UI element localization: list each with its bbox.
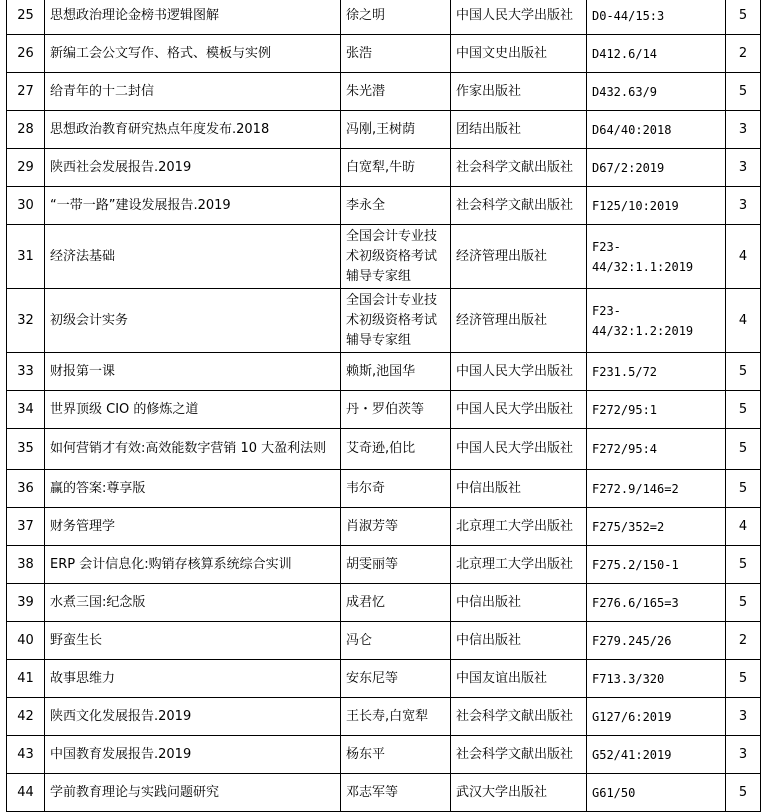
book-list-table xyxy=(6,0,761,812)
book-title: 故事思维力 xyxy=(45,660,341,698)
book-publisher: 中信出版社 xyxy=(451,584,587,622)
table-row xyxy=(7,698,761,736)
table-row xyxy=(7,429,761,470)
book-author: 冯仑 xyxy=(341,622,451,660)
book-author: 邓志军等 xyxy=(341,774,451,812)
book-quantity: 3 xyxy=(726,111,761,149)
book-quantity: 4 xyxy=(726,289,761,353)
book-title: 财报第一课 xyxy=(45,353,341,391)
book-call-number: F23-44/32:1.1:2019 xyxy=(587,225,726,289)
table-row xyxy=(7,149,761,187)
book-call-number: F231.5/72 xyxy=(587,353,726,391)
book-publisher: 社会科学文献出版社 xyxy=(451,698,587,736)
row-number: 40 xyxy=(7,622,45,660)
book-author: 肖淑芳等 xyxy=(341,508,451,546)
book-title: 初级会计实务 xyxy=(45,289,341,353)
table-row xyxy=(7,622,761,660)
book-quantity: 5 xyxy=(726,660,761,698)
book-title: 新编工会公文写作、格式、模板与实例 xyxy=(45,35,341,73)
book-author: 韦尔奇 xyxy=(341,470,451,508)
book-title: 中国教育发展报告.2019 xyxy=(45,736,341,774)
book-quantity: 5 xyxy=(726,391,761,429)
book-call-number: G127/6:2019 xyxy=(587,698,726,736)
book-author: 胡雯丽等 xyxy=(341,546,451,584)
book-quantity: 5 xyxy=(726,73,761,111)
book-call-number: D0-44/15:3 xyxy=(587,0,726,35)
book-publisher: 中国人民大学出版社 xyxy=(451,0,587,35)
book-title: 世界顶级 CIO 的修炼之道 xyxy=(45,391,341,429)
book-quantity: 5 xyxy=(726,0,761,35)
book-call-number: F272.9/146=2 xyxy=(587,470,726,508)
row-number: 37 xyxy=(7,508,45,546)
book-publisher: 经济管理出版社 xyxy=(451,225,587,289)
book-title: 学前教育理论与实践问题研究 xyxy=(45,774,341,812)
row-number: 39 xyxy=(7,584,45,622)
book-call-number: F279.245/26 xyxy=(587,622,726,660)
book-author: 白宽犁,牛昉 xyxy=(341,149,451,187)
book-author: 朱光潜 xyxy=(341,73,451,111)
book-author: 徐之明 xyxy=(341,0,451,35)
book-title: 经济法基础 xyxy=(45,225,341,289)
book-publisher: 社会科学文献出版社 xyxy=(451,736,587,774)
row-number: 25 xyxy=(7,0,45,35)
book-author: 冯刚,王树荫 xyxy=(341,111,451,149)
book-title: 财务管理学 xyxy=(45,508,341,546)
row-number: 38 xyxy=(7,546,45,584)
book-publisher: 中国人民大学出版社 xyxy=(451,353,587,391)
table-row xyxy=(7,736,761,774)
book-call-number: D432.63/9 xyxy=(587,73,726,111)
book-call-number: G61/50 xyxy=(587,774,726,812)
book-call-number: F272/95:4 xyxy=(587,429,726,470)
row-number: 35 xyxy=(7,429,45,470)
row-number: 44 xyxy=(7,774,45,812)
book-author: 安东尼等 xyxy=(341,660,451,698)
book-author: 王长寿,白宽犁 xyxy=(341,698,451,736)
book-publisher: 武汉大学出版社 xyxy=(451,774,587,812)
row-number: 33 xyxy=(7,353,45,391)
book-call-number: F275.2/150-1 xyxy=(587,546,726,584)
book-author: 全国会计专业技术初级资格考试辅导专家组 xyxy=(341,225,451,289)
book-author: 全国会计专业技术初级资格考试辅导专家组 xyxy=(341,289,451,353)
book-title: ERP 会计信息化:购销存核算系统综合实训 xyxy=(45,546,341,584)
table-row xyxy=(7,225,761,289)
row-number: 36 xyxy=(7,470,45,508)
row-number: 29 xyxy=(7,149,45,187)
book-publisher: 团结出版社 xyxy=(451,111,587,149)
row-number: 34 xyxy=(7,391,45,429)
book-publisher: 中国文史出版社 xyxy=(451,35,587,73)
book-call-number: F272/95:1 xyxy=(587,391,726,429)
book-author: 杨东平 xyxy=(341,736,451,774)
row-number: 43 xyxy=(7,736,45,774)
book-author: 成君忆 xyxy=(341,584,451,622)
book-quantity: 4 xyxy=(726,225,761,289)
table-row xyxy=(7,73,761,111)
book-publisher: 中国友谊出版社 xyxy=(451,660,587,698)
table-row xyxy=(7,0,761,35)
book-quantity: 3 xyxy=(726,187,761,225)
book-call-number: F125/10:2019 xyxy=(587,187,726,225)
book-publisher: 社会科学文献出版社 xyxy=(451,187,587,225)
table-row xyxy=(7,584,761,622)
book-call-number: F276.6/165=3 xyxy=(587,584,726,622)
book-title: 思想政治教育研究热点年度发布.2018 xyxy=(45,111,341,149)
book-title: 水煮三国:纪念版 xyxy=(45,584,341,622)
book-title: 给青年的十二封信 xyxy=(45,73,341,111)
book-title: 思想政治理论金榜书逻辑图解 xyxy=(45,0,341,35)
book-call-number: F713.3/320 xyxy=(587,660,726,698)
book-quantity: 3 xyxy=(726,698,761,736)
book-quantity: 5 xyxy=(726,429,761,470)
table-row xyxy=(7,508,761,546)
table-row xyxy=(7,470,761,508)
row-number: 27 xyxy=(7,73,45,111)
book-quantity: 2 xyxy=(726,35,761,73)
table-row xyxy=(7,546,761,584)
book-author: 艾奇逊,伯比 xyxy=(341,429,451,470)
table-row xyxy=(7,660,761,698)
book-title: 如何营销才有效:高效能数字营销 10 大盈利法则 xyxy=(45,429,341,470)
book-publisher: 北京理工大学出版社 xyxy=(451,546,587,584)
table-row xyxy=(7,391,761,429)
book-publisher: 中信出版社 xyxy=(451,622,587,660)
book-call-number: D67/2:2019 xyxy=(587,149,726,187)
book-title: 野蛮生长 xyxy=(45,622,341,660)
table-row xyxy=(7,187,761,225)
row-number: 30 xyxy=(7,187,45,225)
book-publisher: 北京理工大学出版社 xyxy=(451,508,587,546)
book-quantity: 5 xyxy=(726,774,761,812)
book-quantity: 2 xyxy=(726,622,761,660)
book-title: 陕西社会发展报告.2019 xyxy=(45,149,341,187)
book-publisher: 经济管理出版社 xyxy=(451,289,587,353)
book-author: 丹・罗伯茨等 xyxy=(341,391,451,429)
table-row xyxy=(7,774,761,812)
book-title: 赢的答案:尊享版 xyxy=(45,470,341,508)
book-title: 陕西文化发展报告.2019 xyxy=(45,698,341,736)
book-call-number: D64/40:2018 xyxy=(587,111,726,149)
book-quantity: 3 xyxy=(726,149,761,187)
row-number: 28 xyxy=(7,111,45,149)
book-publisher: 社会科学文献出版社 xyxy=(451,149,587,187)
book-quantity: 5 xyxy=(726,353,761,391)
book-author: 李永全 xyxy=(341,187,451,225)
row-number: 26 xyxy=(7,35,45,73)
book-publisher: 中国人民大学出版社 xyxy=(451,391,587,429)
book-author: 张浩 xyxy=(341,35,451,73)
book-title: “一带一路”建设发展报告.2019 xyxy=(45,187,341,225)
book-call-number: F23-44/32:1.2:2019 xyxy=(587,289,726,353)
book-publisher: 作家出版社 xyxy=(451,73,587,111)
book-call-number: D412.6/14 xyxy=(587,35,726,73)
table-row xyxy=(7,35,761,73)
book-list-body xyxy=(7,0,761,812)
table-row xyxy=(7,353,761,391)
book-quantity: 5 xyxy=(726,470,761,508)
row-number: 42 xyxy=(7,698,45,736)
table-row xyxy=(7,289,761,353)
book-quantity: 5 xyxy=(726,584,761,622)
row-number: 31 xyxy=(7,225,45,289)
row-number: 32 xyxy=(7,289,45,353)
row-number: 41 xyxy=(7,660,45,698)
book-quantity: 5 xyxy=(726,546,761,584)
book-publisher: 中信出版社 xyxy=(451,470,587,508)
book-quantity: 4 xyxy=(726,508,761,546)
book-author: 赖斯,池国华 xyxy=(341,353,451,391)
table-row xyxy=(7,111,761,149)
book-call-number: F275/352=2 xyxy=(587,508,726,546)
book-quantity: 3 xyxy=(726,736,761,774)
book-publisher: 中国人民大学出版社 xyxy=(451,429,587,470)
book-call-number: G52/41:2019 xyxy=(587,736,726,774)
